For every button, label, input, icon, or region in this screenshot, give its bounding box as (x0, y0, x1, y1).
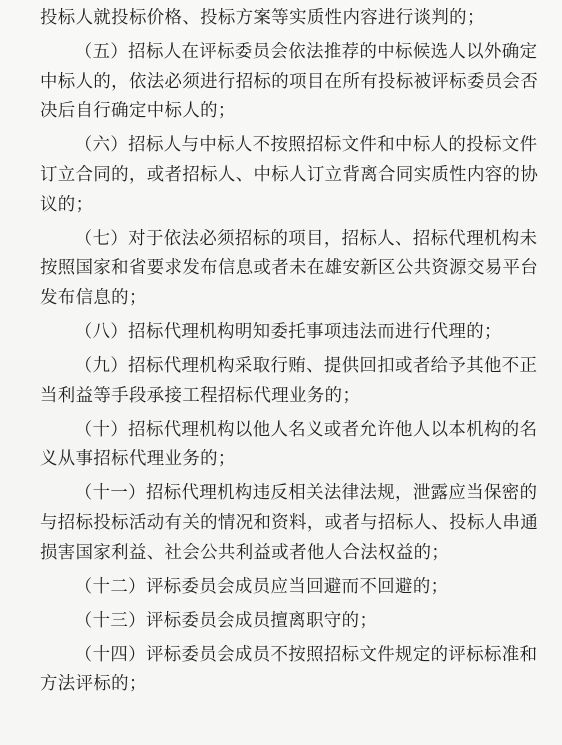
paragraph-continued: 投标人就投标价格、投标方案等实质性内容进行谈判的； (40, 8, 485, 28)
paragraph-item-10: （十）招标代理机构以他人名义或者允许他人以本机构的名义从事招标代理业务的； (40, 419, 538, 470)
paragraph-item-13: （十三）评标委员会成员擅离职守的； (74, 610, 378, 631)
paragraph-item-6: （六）招标人与中标人不按照招标文件和中标人的投标文件订立合同的，或者招标人、中标人订立背离合同实质性内容的协议的； (40, 135, 539, 215)
paragraph-item-12: （十二）评标委员会成员应当回避而不回避的； (74, 576, 449, 597)
paragraph-item-14: （十四）评标委员会成员不按照招标文件规定的评标标准和方法评标的； (40, 644, 538, 695)
paragraph-item-5: （五）招标人在评标委员会依法推荐的中标候选人以外确定中标人的，依法必须进行招标的项目在所有投标被评标委员会否决后自行确定中标人的； (40, 42, 539, 122)
paragraph-item-11: （十一）招标代理机构违反相关法律法规，泄露应当保密的与招标投标活动有关的情况和资料，或者与招标人、投标人串通损害国家利益、社会公共利益或者他人合法权益的； (40, 483, 539, 563)
paragraph-item-9: （九）招标代理机构采取行贿、提供回扣或者给予其他不正当利益等手段承接工程招标代理业务的； (40, 356, 538, 406)
paragraph-item-8: （八）招标代理机构明知委托事项违法而进行代理的； (74, 321, 502, 342)
paragraph-item-7: （七）对于依法必须招标的项目，招标人、招标代理机构未按照国家和省要求发布信息或者未在雄安新区公共资源交易平台发布信息的； (40, 228, 539, 308)
